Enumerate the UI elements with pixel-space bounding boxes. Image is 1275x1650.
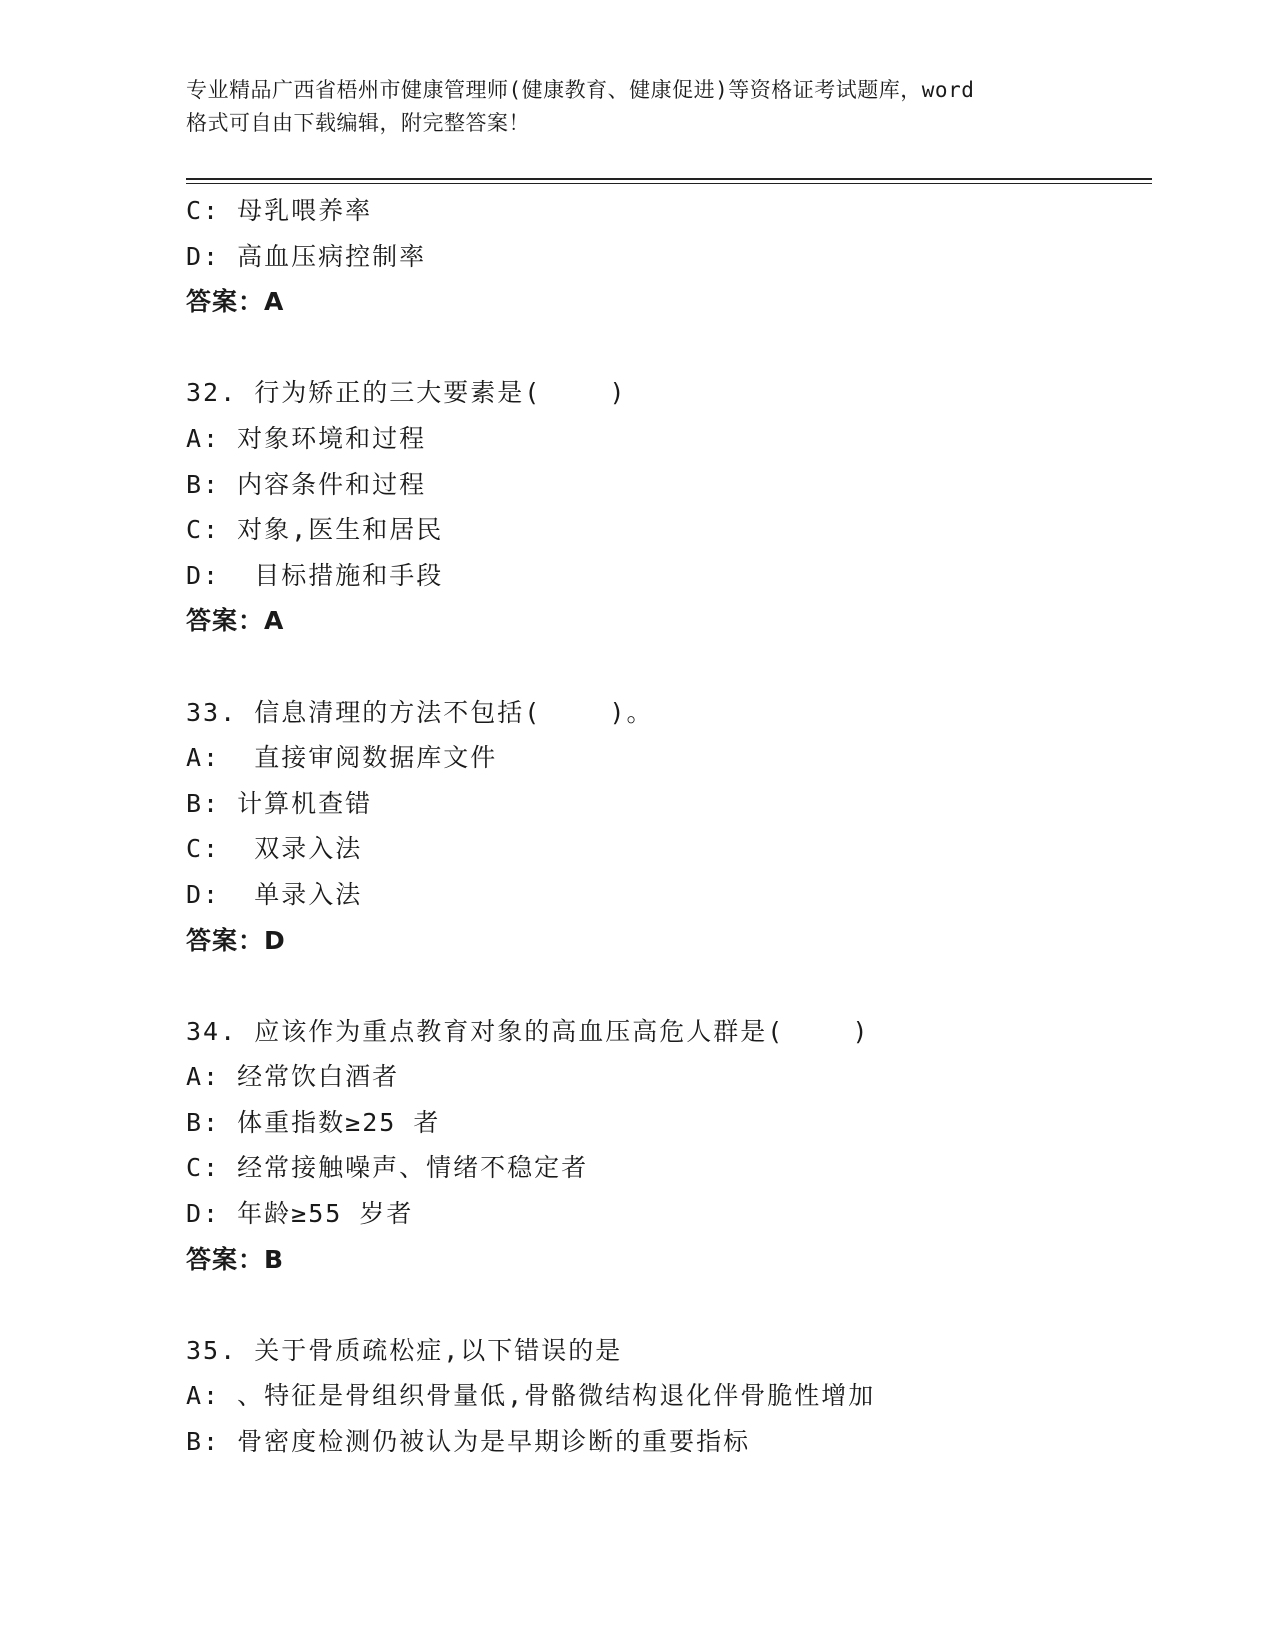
option-d: D: 年龄≥55 岁者 [186, 1199, 414, 1229]
question-list [186, 188, 1146, 1465]
spacer [186, 963, 1146, 1009]
option-b: B: 内容条件和过程 [186, 469, 427, 499]
option-a: A: 、特征是骨组织骨量低,骨骼微结构退化伴骨脆性增加 [186, 1381, 876, 1411]
option-a: A: 经常饮白酒者 [186, 1062, 400, 1092]
option-b: B: 骨密度检测仍被认为是早期诊断的重要指标 [186, 1427, 751, 1457]
option-d: D: 单录入法 [186, 879, 363, 909]
question-31-tail [186, 188, 1146, 325]
answer-label: 答案：D [186, 925, 286, 955]
spacer [186, 325, 1146, 371]
header-rule-thick [186, 178, 1152, 180]
option-a: A: 对象环境和过程 [186, 423, 427, 453]
header-line-2: 格式可自由下载编辑，附完整答案！ [186, 111, 530, 135]
header-line-1: 专业精品广西省梧州市健康管理师(健康教育、健康促进)等资格证考试题库，word [186, 78, 975, 102]
option-b: B: 体重指数≥25 者 [186, 1107, 441, 1137]
option-c: C: 母乳喂养率 [186, 196, 373, 225]
answer-label: 答案：A [186, 287, 285, 317]
spacer [186, 644, 1146, 690]
answer-label: 答案：A [186, 606, 285, 636]
option-d: D: 高血压病控制率 [186, 241, 427, 271]
question-stem: 35. 关于骨质疏松症,以下错误的是 [186, 1335, 623, 1365]
spacer [186, 1282, 1146, 1328]
option-d: D: 目标措施和手段 [186, 560, 444, 590]
page-header [186, 74, 1086, 140]
question-33 [186, 690, 1146, 964]
question-stem: 33. 信息清理的方法不包括( )。 [186, 697, 654, 727]
answer-label: 答案：B [186, 1244, 285, 1274]
option-a: A: 直接审阅数据库文件 [186, 743, 498, 773]
option-c: C: 对象,医生和居民 [186, 515, 444, 545]
question-34 [186, 1009, 1146, 1283]
question-32 [186, 370, 1146, 644]
header-rule-thin [186, 183, 1152, 184]
question-stem: 32. 行为矫正的三大要素是( ) [186, 378, 627, 408]
option-c: C: 双录入法 [186, 834, 363, 864]
question-stem: 34. 应该作为重点教育对象的高血压高危人群是( ) [186, 1016, 870, 1046]
option-c: C: 经常接触噪声、情绪不稳定者 [186, 1153, 589, 1183]
option-b: B: 计算机查错 [186, 788, 373, 818]
question-35 [186, 1328, 1146, 1465]
